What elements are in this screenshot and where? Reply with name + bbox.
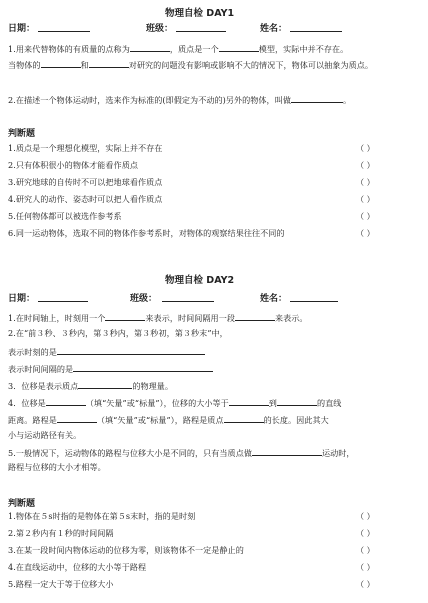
day1-judge-item-3: 3.研究地球的自传时不可以把地球看作质点 bbox=[8, 177, 163, 187]
day2-q5-line2: 路程与位移的大小才相等。 bbox=[8, 462, 106, 472]
day2-q5-text-b: 运动时， bbox=[322, 448, 355, 458]
day2-q4-text-b: （填“矢量”或“标量”），位移的大小等于 bbox=[85, 398, 229, 408]
day2-judge-answer-3: （ ） bbox=[356, 545, 375, 555]
day2-judge-title: 判断题 bbox=[8, 499, 36, 509]
day1-q2-text-b: 。 bbox=[342, 95, 352, 105]
day2-date-label: 日期： bbox=[8, 294, 36, 304]
day2-q2-interval-blank bbox=[73, 362, 213, 372]
day2-name-label: 姓名： bbox=[260, 294, 288, 304]
day2-q2-line3 bbox=[8, 362, 213, 375]
day1-judge-answer-1: （ ） bbox=[356, 143, 375, 153]
day1-name-blank bbox=[290, 22, 342, 32]
day2-judge-item-2: 2.第２秒内有１秒的时间间隔 bbox=[8, 528, 114, 538]
day2-name-blank bbox=[290, 292, 338, 302]
day1-q1-blank-shape bbox=[89, 58, 129, 68]
day2-judge-answer-1: （ ） bbox=[356, 511, 375, 521]
day2-q4-blank-to bbox=[277, 396, 317, 406]
day2-title: 物理自检 DAY2 bbox=[165, 275, 235, 286]
day2-q4-blank-type bbox=[46, 396, 86, 406]
day2-q4-blank-path-type bbox=[57, 413, 97, 423]
day1-q2-blank bbox=[291, 93, 343, 103]
day1-q1-line2 bbox=[8, 58, 373, 71]
day1-judge-answer-3: （ ） bbox=[356, 177, 375, 187]
day1-judge-item-1: 1.质点是一个理想化模型，实际上并不存在 bbox=[8, 143, 163, 153]
day2-q4-text-g: 的长度。因此其大 bbox=[263, 415, 329, 425]
day1-q1-line1 bbox=[8, 42, 348, 55]
day2-q1-blank-segment bbox=[235, 311, 275, 321]
day2-judge-item-1: 1.物体在５s时指的是物体在第５s末时，指的是时刻 bbox=[8, 511, 196, 521]
day2-q4-line2 bbox=[8, 413, 329, 426]
day1-q1-text-f: 对研究的问题没有影响或影响不大的情况下，物体可以抽象为质点。 bbox=[128, 60, 374, 70]
day2-class-blank bbox=[162, 292, 214, 302]
day2-judge-item-4: 4.在直线运动中，位移的大小等于路程 bbox=[8, 562, 147, 572]
day2-q3-text-a: 3．位移是表示质点 bbox=[8, 381, 79, 391]
day1-judge-answer-2: （ ） bbox=[356, 160, 375, 170]
day1-q1-blank-point bbox=[130, 42, 170, 52]
day1-q1-text-c: 模型，实际中并不存在。 bbox=[258, 44, 349, 54]
day1-q2-text-a: 2.在描述一个物体运动时，选来作为标准的(即假定为不动的)另外的物体，叫做 bbox=[8, 95, 291, 105]
day1-title: 物理自检 DAY1 bbox=[165, 8, 235, 19]
day2-q5-line1 bbox=[8, 446, 355, 459]
day2-class-label: 班级： bbox=[130, 294, 158, 304]
day2-q2-moment-label: 表示时刻的是 bbox=[8, 347, 57, 357]
day2-q4-line1 bbox=[8, 396, 341, 409]
day2-q5-text-a: 5.一般情况下，运动物体的路程与位移大小是不同的，只有当质点做 bbox=[8, 448, 252, 458]
day1-q1-text-b: ，质点是一个 bbox=[169, 44, 219, 54]
day1-q2 bbox=[8, 93, 351, 106]
day1-date-blank bbox=[38, 22, 90, 32]
day1-judge-answer-5: （ ） bbox=[356, 211, 375, 221]
day2-q4-text-a: 4．位移是 bbox=[8, 398, 46, 408]
day2-q3-blank bbox=[78, 379, 132, 389]
day1-q1-text-a: 1.用来代替物体的有质量的点称为 bbox=[8, 44, 130, 54]
day2-judge-answer-2: （ ） bbox=[356, 528, 375, 538]
day1-name-label: 姓名： bbox=[260, 24, 288, 34]
day2-judge-item-5: 5.路程一定大于等于位移大小 bbox=[8, 579, 114, 589]
day2-q2-interval-label: 表示时间间隔的是 bbox=[8, 364, 74, 374]
day1-judge-item-2: 2.只有体积很小的物体才能看作质点 bbox=[8, 160, 138, 170]
day1-judge-item-6: 6.同一运动物体，选取不同的物体作参考系时，对物体的观察结果往往不同的 bbox=[8, 228, 285, 238]
day2-q4-blank-from bbox=[229, 396, 269, 406]
day2-q2-moment-blank bbox=[57, 345, 205, 355]
day2-q2-line1: 2.在“前３秒、３秒内，第３秒内，第３秒初，第３秒末”中， bbox=[8, 328, 228, 338]
day2-judge-answer-5: （ ） bbox=[356, 579, 375, 589]
day2-q1-text-b: 来表示，时间间隔用一段 bbox=[145, 313, 235, 323]
day2-q4-text-c: 到 bbox=[268, 398, 277, 408]
day2-q1-blank-point bbox=[105, 311, 145, 321]
day1-judge-answer-6: （ ） bbox=[356, 228, 375, 238]
day2-q4-blank-track bbox=[224, 413, 264, 423]
day2-q4-text-d: 的直线 bbox=[316, 398, 342, 408]
day2-q1-text-a: 1.在时间轴上，时刻用一个 bbox=[8, 313, 106, 323]
day1-q1-blank-model bbox=[219, 42, 259, 52]
day2-q1-text-c: 来表示。 bbox=[275, 313, 308, 323]
day1-q1-blank-size bbox=[41, 58, 81, 68]
day1-judge-answer-4: （ ） bbox=[356, 194, 375, 204]
day2-q3-text-b: 的物理量。 bbox=[132, 381, 174, 391]
day1-judge-item-5: 5.任何物体都可以被选作参考系 bbox=[8, 211, 122, 221]
day1-q1-text-d: 当物体的 bbox=[8, 60, 41, 70]
day2-judge-answer-4: （ ） bbox=[356, 562, 375, 572]
day2-q4-text-f: （填“矢量”或“标量”），路程是质点 bbox=[96, 415, 224, 425]
day1-date-label: 日期： bbox=[8, 24, 36, 34]
day2-q1 bbox=[8, 311, 308, 324]
day1-class-label: 班级： bbox=[146, 24, 174, 34]
day1-q1-text-e: 和 bbox=[80, 60, 89, 70]
day1-judge-title: 判断题 bbox=[8, 129, 36, 139]
day1-class-blank bbox=[176, 22, 226, 32]
day2-q4-text-e: 距离。路程是 bbox=[8, 415, 57, 425]
day2-date-blank bbox=[38, 292, 88, 302]
day2-q4-line3: 小与运动路径有关。 bbox=[8, 430, 82, 440]
day2-q3 bbox=[8, 379, 173, 392]
day1-judge-item-4: 4.研究人的动作、姿态时可以把人看作质点 bbox=[8, 194, 163, 204]
day2-q5-blank bbox=[252, 446, 322, 456]
day2-q2-line2 bbox=[8, 345, 205, 358]
day2-judge-item-3: 3.在某一段时间内物体运动的位移为零，则该物体不一定是静止的 bbox=[8, 545, 244, 555]
